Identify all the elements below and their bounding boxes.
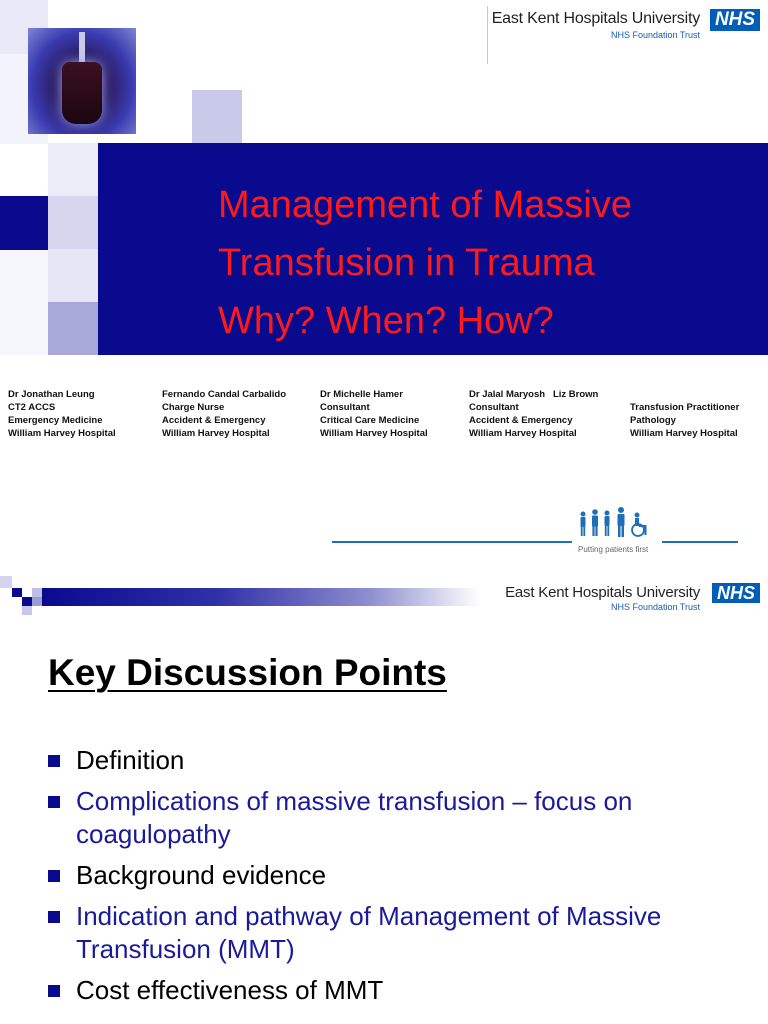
tagline: Putting patients first [578,545,649,554]
square-bullet-icon [48,985,60,997]
square-bullet-icon [48,911,60,923]
author-line: Dr Michelle Hamer [320,389,403,400]
square-bullet-icon [48,796,60,808]
bullet-text: Indication and pathway of Management of Massive Transfusion (MMT) [76,901,662,964]
header-bar [42,588,480,606]
author-line: William Harvey Hospital [630,428,738,439]
logo-trust: NHS Foundation Trust [610,602,700,612]
author-line: Transfusion Practitioner [630,402,740,413]
content-slide [0,576,768,1024]
author-block [469,388,598,440]
deco-blue-block [0,196,48,250]
deco-square [48,196,98,249]
author-line: Dr Jonathan Leung [8,389,95,400]
slide-title [218,176,763,350]
nhs-logo: NHS [712,583,760,603]
slide-heading: Key Discussion Points [48,652,447,693]
author-line: William Harvey Hospital [320,428,428,439]
bullet-item [48,744,748,777]
bullet-list [48,744,748,1015]
deco-square [22,606,32,615]
square-bullet-icon [48,755,60,767]
deco-square [22,597,32,606]
title-line: Why? When? How? [218,300,554,342]
title-line: Management of Massive [218,184,632,226]
bullet-text: Cost effectiveness of MMT [76,975,384,1005]
author-block [630,388,739,440]
author-line: Consultant [469,402,519,413]
author-line: William Harvey Hospital [469,428,577,439]
footer-line [662,541,738,543]
bullet-item [48,900,748,966]
deco-square [12,588,22,597]
author-line: Pathology [630,415,676,426]
square-bullet-icon [48,870,60,882]
title-line: Transfusion in Trauma [218,242,595,284]
deco-square [48,302,98,355]
blood-bag-photo [28,28,136,134]
bullet-text: Complications of massive transfusion – focus on coagulopathy [76,786,633,849]
author-line: Charge Nurse [162,402,225,413]
author-block [8,388,116,440]
deco-square [192,90,242,143]
bullet-item [48,974,748,1007]
bullet-text: Background evidence [76,860,327,890]
deco-square [0,576,12,588]
logo-name: East Kent Hospitals University [491,10,700,27]
author-line: Accident & Emergency [162,415,266,426]
author-line: Accident & Emergency [469,415,573,426]
author-line: Critical Care Medicine [320,415,420,426]
author-line [630,388,739,401]
deco-square [32,588,42,597]
author-line: William Harvey Hospital [162,428,270,439]
author-block [162,388,286,440]
author-line: Fernando Candal Carbalido [162,389,287,400]
footer-line [332,541,572,543]
author-line: Consultant [320,402,370,413]
author-line: Emergency Medicine [8,415,103,426]
trust-logo [488,8,760,44]
deco-square [48,143,98,196]
author-line: William Harvey Hospital [8,428,116,439]
bullet-item [48,859,748,892]
people-icon [575,506,655,538]
trust-logo [484,582,760,618]
deco-square [32,597,42,606]
logo-trust: NHS Foundation Trust [610,30,700,40]
deco-square [48,249,98,302]
author-line: CT2 ACCS [8,402,56,413]
bullet-item [48,785,748,851]
bullet-text: Definition [76,745,185,775]
nhs-logo: NHS [710,9,760,31]
logo-name: East Kent Hospitals University [505,584,700,601]
author-line: Dr Jalal Maryosh Liz Brown [469,389,599,400]
author-block [320,388,428,440]
deco-square [0,249,48,355]
